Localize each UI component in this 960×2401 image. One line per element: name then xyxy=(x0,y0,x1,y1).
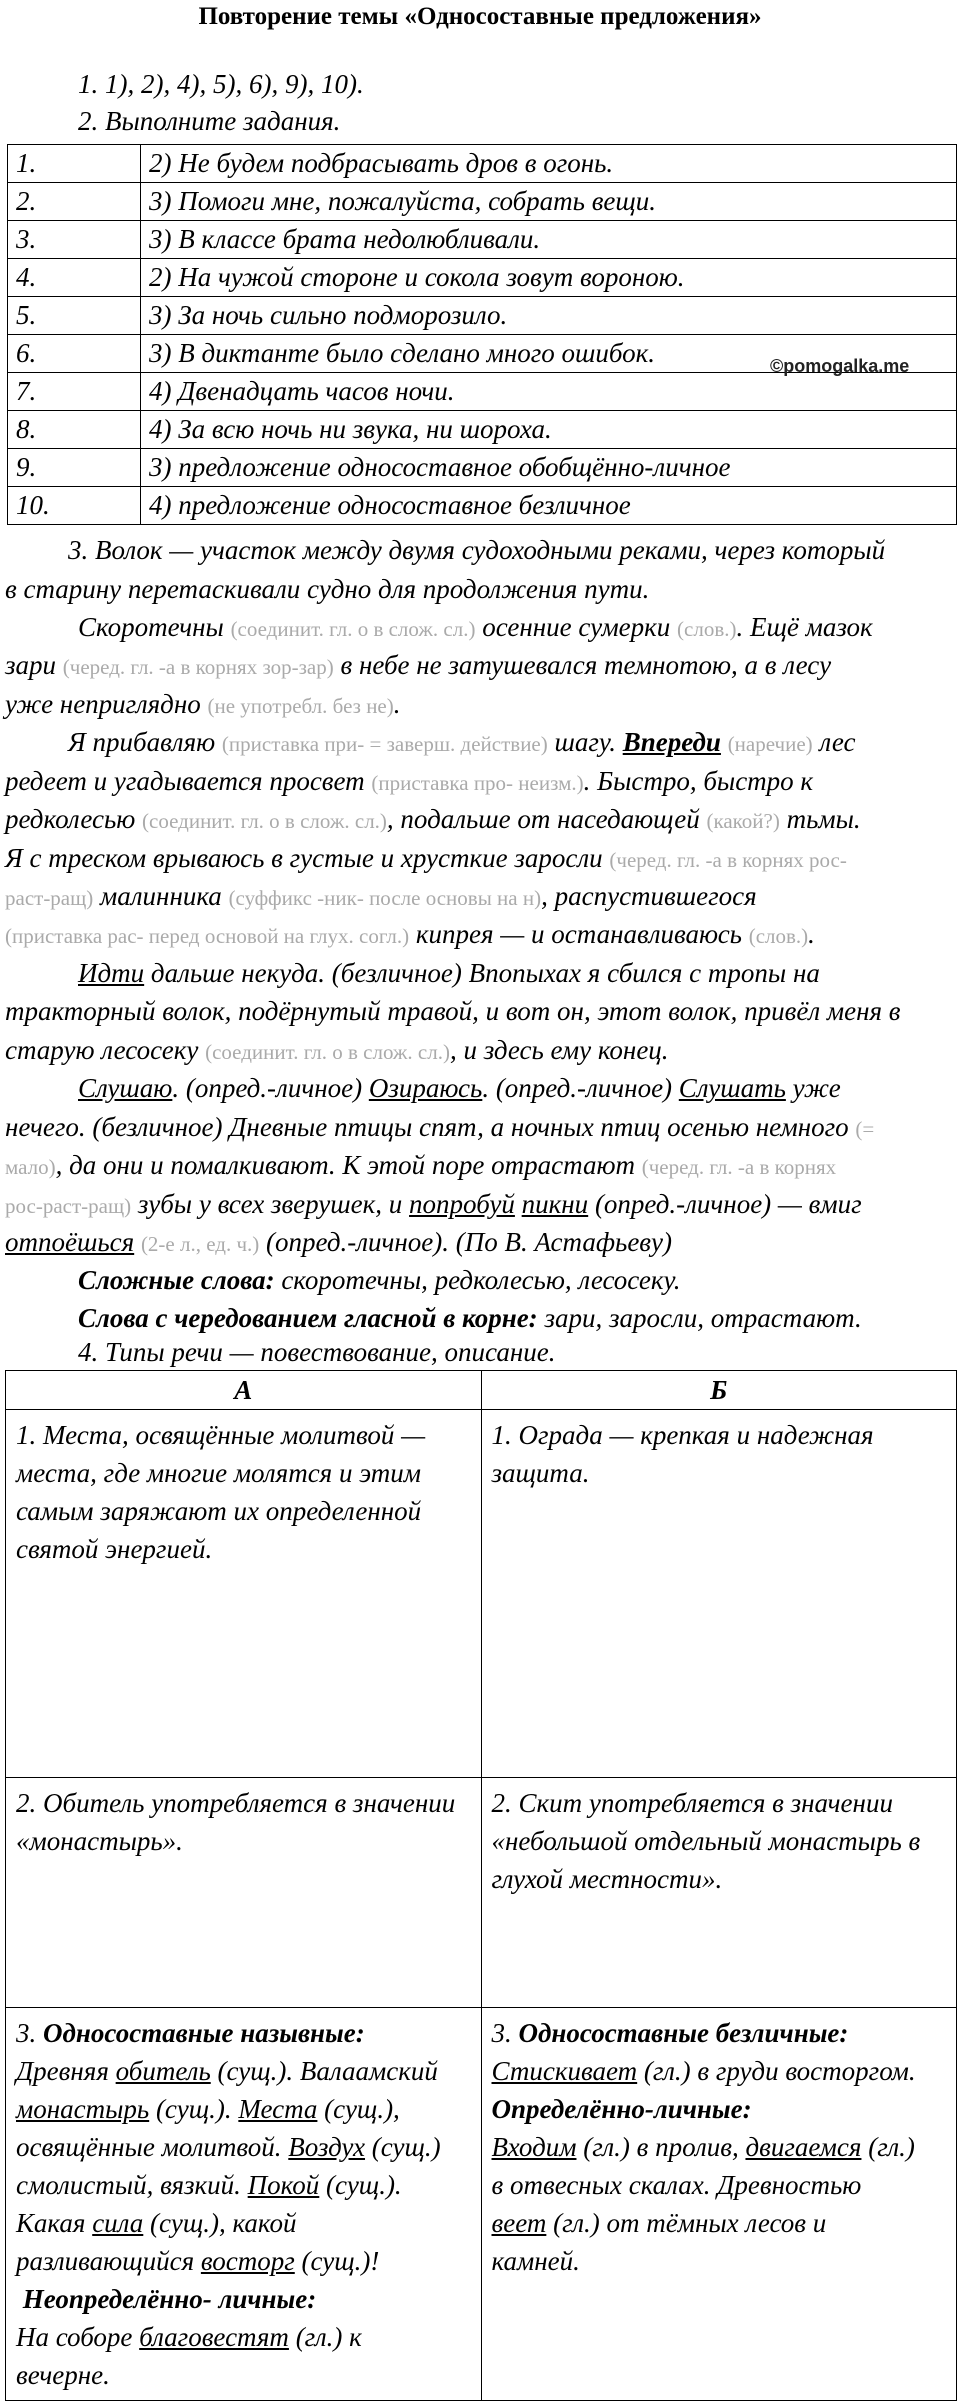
word: . xyxy=(808,919,815,949)
word: (гл.) xyxy=(868,2132,915,2162)
text-line xyxy=(68,724,855,762)
text-line xyxy=(5,1032,669,1070)
answer-text: 3) В классе брата недолюбливали. xyxy=(141,221,957,259)
table-row xyxy=(8,221,957,259)
word: в отвесных скалах. Древностью xyxy=(491,2170,862,2200)
word: смолистый, вязкий. xyxy=(16,2170,241,2200)
table-row xyxy=(8,145,957,183)
text-line xyxy=(5,647,831,685)
word: восторг xyxy=(200,2246,295,2276)
note: (не употребл. без не) xyxy=(207,694,394,718)
text-line xyxy=(78,609,873,647)
table-row xyxy=(8,373,957,411)
word: Скоротечны xyxy=(78,612,224,642)
note: (приставка рас- перед основой на глух. согл.) xyxy=(5,924,410,948)
word: осенние сумерки xyxy=(482,612,671,642)
word: (сущ.). xyxy=(155,2094,232,2124)
word: Слушать xyxy=(678,1073,786,1103)
note: (2-е л., ед. ч.) xyxy=(140,1232,260,1256)
word: Идти xyxy=(78,958,145,988)
word: . Быстро, быстро к xyxy=(583,766,814,796)
cell-a1: 1. Места, освящённые молитвой — места, где многие молятся и этим самым заряжают их определенной святой энергией. xyxy=(6,1410,482,1778)
text-line xyxy=(5,878,757,916)
text-line xyxy=(5,801,861,839)
word: , и здесь ему конец. xyxy=(449,1035,669,1065)
word: . xyxy=(393,689,401,719)
word: , распустившегося xyxy=(541,881,757,911)
word: кипрея — и останавливаюсь xyxy=(415,919,742,949)
page-title: Повторение темы «Односоставные предложения» xyxy=(198,3,762,30)
compare-table xyxy=(5,1370,957,2401)
text-line xyxy=(78,1300,862,1336)
word: зубы у всех зверушек, и xyxy=(137,1189,403,1219)
word: камней. xyxy=(491,2246,580,2276)
word: (гл.) в груди восторгом. xyxy=(643,2056,916,2086)
cell-b1: 1. Ограда — крепкая и надежная защита. xyxy=(481,1410,957,1778)
label: Слова с чередованием гласной в корне: xyxy=(78,1303,538,1333)
label: Сложные слова: xyxy=(78,1265,275,1295)
table-row xyxy=(6,2008,957,2401)
answer-text: 3) Помоги мне, пожалуйста, собрать вещи. xyxy=(141,183,957,221)
answer-text: 3) В диктанте было сделано много ошибок. xyxy=(141,335,957,373)
answer-text: 4) Двенадцать часов ночи. xyxy=(141,373,957,411)
text-line xyxy=(5,1186,862,1224)
word: разливающийся xyxy=(16,2246,195,2276)
word: малинника xyxy=(100,881,222,911)
word: Места xyxy=(238,2094,318,2124)
note: (приставка при- = заверш. действие) xyxy=(221,732,548,756)
word: редколесью xyxy=(5,804,136,834)
cell-a2: 2. Обитель употребляется в значении «монастырь». xyxy=(6,1778,482,2008)
word: сила xyxy=(92,2208,144,2238)
answer-number: 10. xyxy=(8,487,141,525)
heading: Определённо-личные: xyxy=(491,2094,752,2124)
task-1: 1. 1), 2), 4), 5), 6), 9), 10). xyxy=(78,69,364,99)
word: монастырь xyxy=(16,2094,150,2124)
table-row xyxy=(8,259,957,297)
note: рос-раст-ращ) xyxy=(5,1194,132,1218)
text-line xyxy=(5,763,813,801)
table-row xyxy=(8,487,957,525)
table-header-row xyxy=(6,1371,957,1410)
num: 3. xyxy=(16,2018,37,2048)
word: зари, заросли, отрастают. xyxy=(544,1303,862,1333)
note: (какой?) xyxy=(706,809,780,833)
answer-text: 2) Не будем подбрасывать дров в огонь. xyxy=(141,145,957,183)
cell-a3 xyxy=(6,2008,482,2401)
word: . Ещё мазок xyxy=(736,612,873,642)
text-line xyxy=(5,916,815,954)
text-line xyxy=(5,1147,836,1185)
word: в небе не затушевался темнотою, а в лесу xyxy=(340,650,832,680)
answer-number: 1. xyxy=(8,145,141,183)
text-line: в старину перетаскивали судно для продолжения пути. xyxy=(5,574,650,604)
table-row xyxy=(8,183,957,221)
word: (гл.) от тёмных лесов и xyxy=(553,2208,827,2238)
word: уже неприглядно xyxy=(5,689,201,719)
answer-number: 9. xyxy=(8,449,141,487)
note: (= xyxy=(855,1117,875,1141)
word: . (опред.-личное) xyxy=(482,1073,673,1103)
answer-number: 2. xyxy=(8,183,141,221)
header-a: А xyxy=(6,1371,482,1410)
word: , подальше от наседающей xyxy=(386,804,700,834)
word: На соборе xyxy=(16,2322,133,2352)
note: (слов.) xyxy=(677,617,737,641)
word: Я прибавляю xyxy=(68,727,216,757)
word: Древняя xyxy=(16,2056,109,2086)
answer-text: 3) За ночь сильно подморозило. xyxy=(141,297,957,335)
word: (сущ.), какой xyxy=(150,2208,297,2238)
word: Воздух xyxy=(288,2132,366,2162)
word: нечего. (безличное) Дневные птицы спят, а ночных птиц осенью немного xyxy=(5,1112,849,1142)
word: Слушаю xyxy=(78,1073,173,1103)
note: (суффикс -ник- после основы на н) xyxy=(228,886,542,910)
answer-text: 3) предложение односоставное обобщённо-личное xyxy=(141,449,957,487)
note: (приставка про- неизм.) xyxy=(371,771,584,795)
answer-number: 3. xyxy=(8,221,141,259)
note: (соединит. гл. о в слож. сл.) xyxy=(230,617,476,641)
answer-text: 4) За всю ночь ни звука, ни шороха. xyxy=(141,411,957,449)
answer-text: 2) На чужой стороне и сокола зовут вороною. xyxy=(141,259,957,297)
word: , да они и помалкивают. К этой поре отрастают xyxy=(55,1150,635,1180)
num: 3. xyxy=(491,2018,512,2048)
table-row xyxy=(6,1778,957,2008)
word: обитель xyxy=(115,2056,211,2086)
answer-number: 5. xyxy=(8,297,141,335)
word: освящённые молитвой. xyxy=(16,2132,282,2162)
text-line xyxy=(5,1224,672,1262)
text-line xyxy=(78,1070,841,1106)
word: уже xyxy=(792,1073,841,1103)
word: Впереди xyxy=(622,727,721,757)
heading: Односоставные безличные: xyxy=(518,2018,849,2048)
word: двигаемся xyxy=(745,2132,862,2162)
word: Какая xyxy=(16,2208,86,2238)
task-4: 4. Типы речи — повествование, описание. xyxy=(78,1337,556,1367)
word: редеет и угадывается просвет xyxy=(5,766,365,796)
table-row xyxy=(8,297,957,335)
table-row xyxy=(8,411,957,449)
note: раст-ращ) xyxy=(5,886,94,910)
table-row xyxy=(6,1410,957,1778)
text-line xyxy=(5,686,401,724)
word: вечерне. xyxy=(16,2360,110,2390)
note: (черед. гл. -а в корнях рос- xyxy=(609,848,847,872)
word: . (опред.-личное) xyxy=(172,1073,363,1103)
answer-number: 7. xyxy=(8,373,141,411)
note: мало) xyxy=(5,1155,56,1179)
answer-number: 8. xyxy=(8,411,141,449)
word: пикни xyxy=(521,1189,589,1219)
note: (наречие) xyxy=(727,732,813,756)
word: дальше некуда. (безличное) Впопыхах я сбился с тропы на xyxy=(150,958,820,988)
word: (сущ.), xyxy=(324,2094,400,2124)
cell-b3 xyxy=(481,2008,957,2401)
word: (гл.) в пролив, xyxy=(583,2132,739,2162)
answer-number: 4. xyxy=(8,259,141,297)
cell-b2: 2. Скит употребляется в значении «небольшой отдельный монастырь в глухой местности». xyxy=(481,1778,957,2008)
text-line xyxy=(78,955,820,991)
word: (сущ.)! xyxy=(301,2246,380,2276)
heading: Неопределённо- личные: xyxy=(22,2284,317,2314)
watermark: ©pomogalka.me xyxy=(770,356,910,376)
word: (гл.) к xyxy=(295,2322,362,2352)
word: старую лесосеку xyxy=(5,1035,199,1065)
word: (сущ.). xyxy=(326,2170,402,2200)
note: (соединит. гл. о в слож. сл.) xyxy=(205,1040,450,1064)
word: Входим xyxy=(491,2132,577,2162)
word: Покой xyxy=(247,2170,320,2200)
word: благовестят xyxy=(139,2322,289,2352)
word: (опред.-личное) — вмиг xyxy=(594,1189,862,1219)
word: попробуй xyxy=(409,1189,515,1219)
word: отпоёшься xyxy=(5,1227,135,1257)
note: (черед. гл. -а в корнях зор-зар) xyxy=(62,655,334,679)
header-b: Б xyxy=(481,1371,957,1410)
word: (сущ.) xyxy=(371,2132,441,2162)
answer-text: 4) предложение односоставное безличное xyxy=(141,487,957,525)
word: шагу. xyxy=(554,727,616,757)
note: (черед. гл. -а в корнях xyxy=(641,1155,837,1179)
text-line xyxy=(78,1262,681,1298)
text-line: 3. Волок — участок между двумя судоходными реками, через который xyxy=(68,535,886,565)
note: (слов.) xyxy=(748,924,809,948)
table-row xyxy=(8,449,957,487)
word: Я с треском врываюсь в густые и хрусткие заросли xyxy=(5,843,603,873)
word: (сущ.). Валаамский xyxy=(217,2056,438,2086)
answer-number: 6. xyxy=(8,335,141,373)
word: веет xyxy=(491,2208,547,2238)
note: (соединит. гл. о в слож. сл.) xyxy=(142,809,387,833)
text-line xyxy=(5,840,847,878)
answers-table xyxy=(7,144,957,525)
word: Озираюсь xyxy=(368,1073,483,1103)
text-line: тракторный волок, подёрнутый травой, и вот он, этот волок, привёл меня в xyxy=(5,996,901,1026)
word: зари xyxy=(5,650,57,680)
task-2: 2. Выполните задания. xyxy=(78,106,341,136)
word: скоротечны, редколесью, лесосеку. xyxy=(281,1265,681,1295)
heading: Односоставные назывные: xyxy=(43,2018,365,2048)
word: лес xyxy=(819,727,856,757)
word: тьмы. xyxy=(786,804,861,834)
word: (опред.-личное). (По В. Астафьеву) xyxy=(266,1227,673,1257)
word: Стискивает xyxy=(491,2056,638,2086)
text-line xyxy=(5,1109,874,1147)
